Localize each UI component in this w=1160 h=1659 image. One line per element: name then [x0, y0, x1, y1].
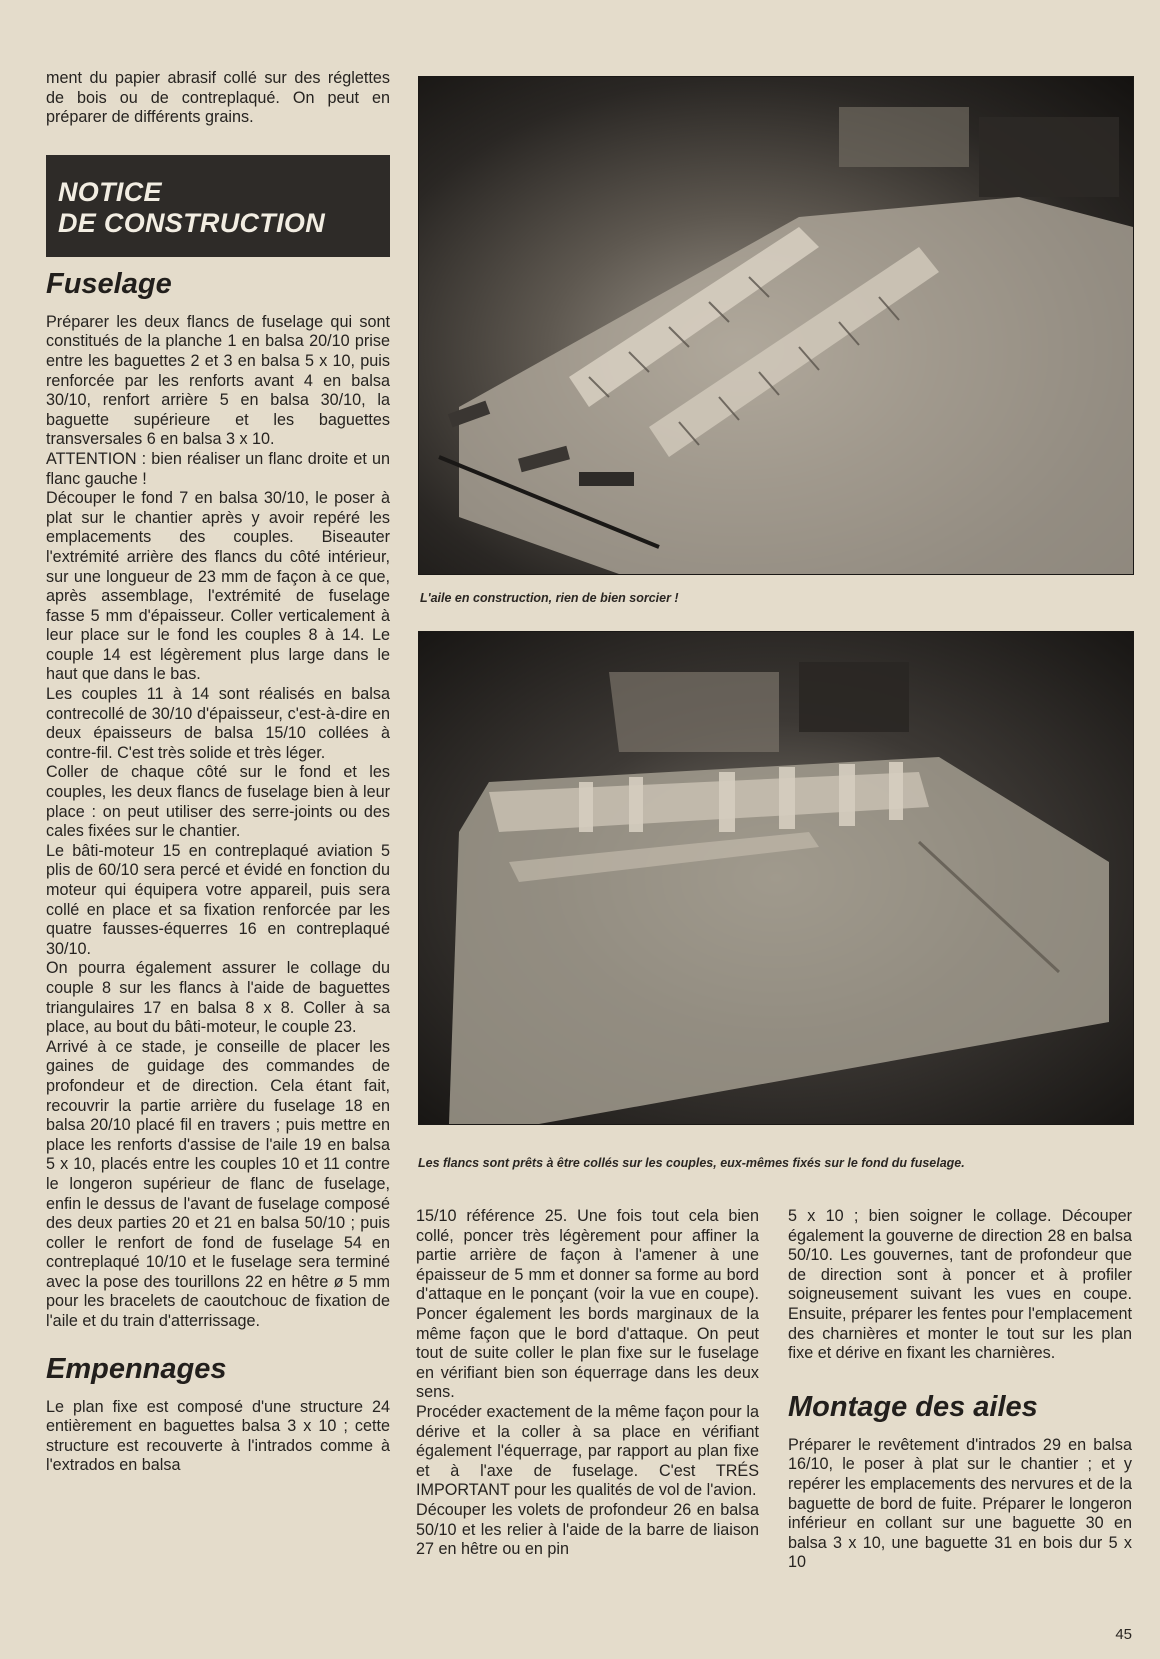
empennages-heading: Empennages: [46, 1352, 227, 1385]
wing-photo-caption: L'aile en construction, rien de bien sorcier !: [420, 591, 679, 605]
paragraph: On pourra également assurer le collage du couple 8 sur les flancs à l'aide de baguettes triangulaires 17 en balsa 8 x 8. Coller à sa place, au bout du bâti-moteur, le couple 23.: [46, 959, 390, 1037]
fuselage-construction-photo: [418, 631, 1134, 1125]
paragraph: Découper les volets de profondeur 26 en balsa 50/10 et les relier à l'aide de la barre de liaison 27 en hêtre ou en pin: [416, 1500, 759, 1559]
paragraph: Préparer le revêtement d'intrados 29 en balsa 16/10, le poser à plat sur le chantier ; et y repérer les emplacements des nervures et de la baguette de bord de fuite. Préparer le longeron inférieur en collant sur une baguette 30 en balsa 3 x 10, une baguette 31 en bois dur 5 x 10: [788, 1435, 1132, 1572]
paragraph: Les couples 11 à 14 sont réalisés en balsa contrecollé de 30/10 d'épaisseur, c'est-à-dire en deux épaisseurs de balsa 15/10 collées à contre-fil. C'est très solide et très léger.: [46, 685, 390, 762]
banner-line-1: NOTICE: [58, 176, 162, 207]
wing-construction-photo: [418, 76, 1134, 575]
paragraph: Le bâti-moteur 15 en contreplaqué aviation 5 plis de 60/10 sera percé et évidé en fonction du moteur qui équipera votre appareil, puis sera collé en place et sa fixation renforcée par les quatre fausses-équerres 16 en contreplaqué 30/10.: [46, 841, 390, 958]
right-column: [788, 1207, 1132, 1573]
paragraph: Arrivé à ce stade, je conseille de placer les gaines de guidage des commandes de profondeur et de direction. Cela étant fait, recouvrir la partie arrière du fuselage 18 en balsa 20/10 placé fil en travers ; puis mettre en place les renforts d'assise de l'aile 19 en balsa 5 x 10, placés entre les couples 10 et 11 contre le longeron supérieur de flanc de fuselage, enfin le dessus de l'avant de fuselage composé des deux parties 20 et 21 en balsa 50/10 ; puis coller le renfort de fond de fuselage 54 en contreplaqué 10/10 et le fuselage sera terminé avec la pose des tourillons 22 en hêtre ø 5 mm pour les bracelets de caoutchouc de fixation de l'aile et du train d'atterrissage.: [46, 1037, 390, 1331]
section-banner: [46, 155, 390, 257]
fuselage-heading: Fuselage: [46, 267, 172, 300]
montage-ailes-heading: Montage des ailes: [788, 1390, 1038, 1423]
paragraph: 15/10 référence 25. Une fois tout cela bien collé, poncer très légèrement pour affiner la partie arrière de façon à l'amener à une épaisseur de 5 mm et donner sa forme au bord d'attaque en le ponçant (voir la vue en coupe). Poncer également les bords marginaux de la même façon que le bord d'attaque. On peut tout de suite coller le plan fixe sur le fuselage en vérifiant bien son équerrage dans les deux sens.: [416, 1207, 759, 1402]
paragraph: ATTENTION : bien réaliser un flanc droite et un flanc gauche !: [46, 449, 390, 488]
paragraph: Coller de chaque côté sur le fond et les couples, les deux flancs de fuselage bien à leur place : on peut utiliser des serre-joints ou des cales fixées sur le chantier.: [46, 763, 390, 841]
paragraph: Le plan fixe est composé d'une structure 24 entièrement en baguettes balsa 3 x 10 ; cette structure est recouverte à l'intrados comme à l'extrados en balsa: [46, 1397, 390, 1475]
middle-column: [416, 1207, 759, 1560]
page-number: 45: [1115, 1626, 1132, 1643]
paragraph: Préparer les deux flancs de fuselage qui sont constitués de la planche 1 en balsa 20/10 prise entre les baguettes 2 et 3 en balsa 5 x 10, puis renforcée par les renforts avant 4 en balsa 30/10, renfort arrière 5 en balsa 30/10, la baguette supérieure et les baguettes transversales 6 en balsa 3 x 10.: [46, 312, 390, 449]
paragraph: Découper le fond 7 en balsa 30/10, le poser à plat sur le chantier après y avoir repéré les emplacements des couples. Biseauter l'extrémité arrière des flancs du côté intérieur, sur une longueur de 23 mm de façon à ce que, après assemblage, l'extrémité de fuselage fasse 5 mm d'épaisseur. Coller verticalement à leur place sur le fond les couples 8 à 14. Le couple 14 est légèrement plus large dans le haut que dans le bas.: [46, 489, 390, 684]
left-column: [46, 69, 390, 1476]
fuselage-photo-caption: Les flancs sont prêts à être collés sur les couples, eux-mêmes fixés sur le fond du fuselage.: [418, 1156, 965, 1170]
intro-text: ment du papier abrasif collé sur des réglettes de bois ou de contreplaqué. On peut en préparer de différents grains.: [46, 69, 390, 127]
banner-line-2: DE CONSTRUCTION: [58, 207, 325, 238]
paragraph: Procéder exactement de la même façon pour la dérive et la coller à sa place en vérifiant également l'équerrage, par rapport au plan fixe et à l'axe de fuselage. C'est TRÉS IMPORTANT pour les qualités de vol de l'avion.: [416, 1402, 759, 1500]
paragraph: 5 x 10 ; bien soigner le collage. Découper également la gouverne de direction 28 en balsa 50/10. Les gouvernes, tant de profondeur que de direction sont à poncer et à profiler soigneusement suivant les vues en coupe. Ensuite, préparer les fentes pour l'emplacement des charnières et monter le tout sur les plan fixe et dérive en fixant les charnières.: [788, 1207, 1132, 1363]
